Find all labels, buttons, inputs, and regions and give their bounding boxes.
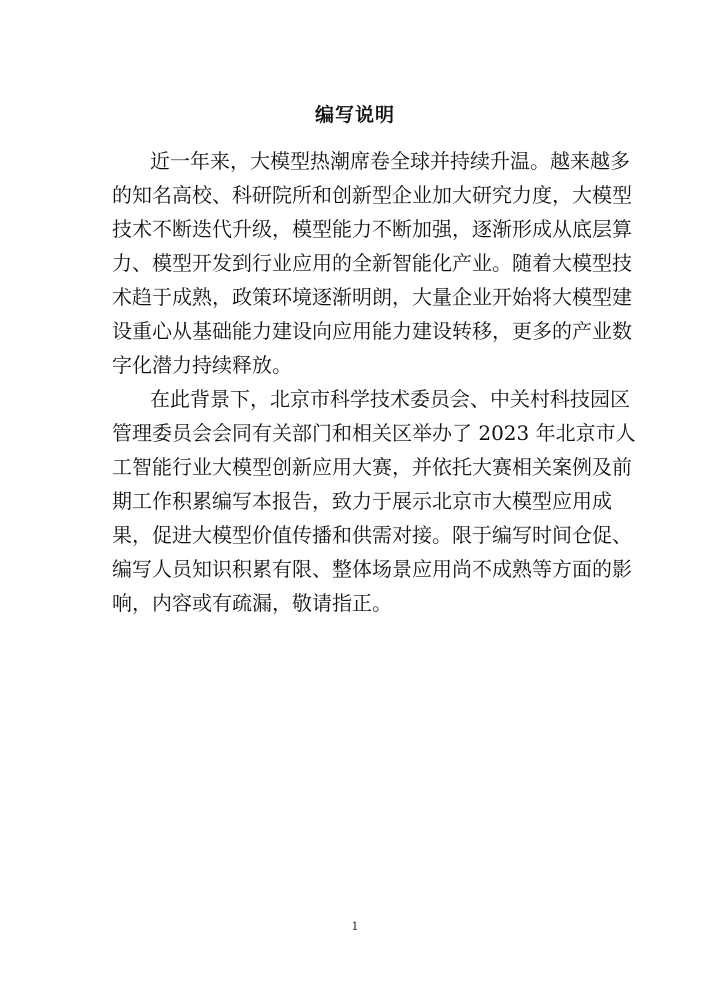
page-title: 编写说明 [314,104,395,126]
body-text [112,144,636,620]
paragraph-line: 期工作积累编写本报告，致力于展示北京市大模型应用成 [112,489,612,513]
paragraph-line: 设重心从基础能力建设向应用能力建设转移，更多的产业数 [112,319,632,343]
paragraph-2 [112,382,636,620]
paragraph-1 [112,144,632,382]
paragraph-line: 技术不断迭代升级，模型能力不断加强，逐渐形成从底层算 [112,217,632,241]
paragraph-line: 近一年来，大模型热潮席卷全球并持续升温。越来越多 [150,149,630,173]
page-number: 1 [351,920,359,933]
paragraph-line: 力、模型开发到行业应用的全新智能化产业。随着大模型技 [112,251,632,275]
paragraph-line: 字化潜力持续释放。 [112,353,292,377]
paragraph-line: 工智能行业大模型创新应用大赛，并依托大赛相关案例及前 [112,455,632,479]
paragraph-line: 管理委员会会同有关部门和相关区举办了 2023 年北京市人 [112,421,636,445]
paragraph-line: 在此背景下，北京市科学技术委员会、中关村科技园区 [150,387,630,411]
paragraph-line: 响，内容或有疏漏，敬请指正。 [112,591,392,615]
paragraph-line: 术趋于成熟，政策环境逐渐明朗，大量企业开始将大模型建 [112,285,632,309]
paragraph-line: 的知名高校、科研院所和创新型企业加大研究力度，大模型 [112,183,632,207]
paragraph-line: 编写人员知识积累有限、整体场景应用尚不成熟等方面的影 [112,557,632,581]
paragraph-line: 果，促进大模型价值传播和供需对接。限于编写时间仓促、 [112,523,632,547]
